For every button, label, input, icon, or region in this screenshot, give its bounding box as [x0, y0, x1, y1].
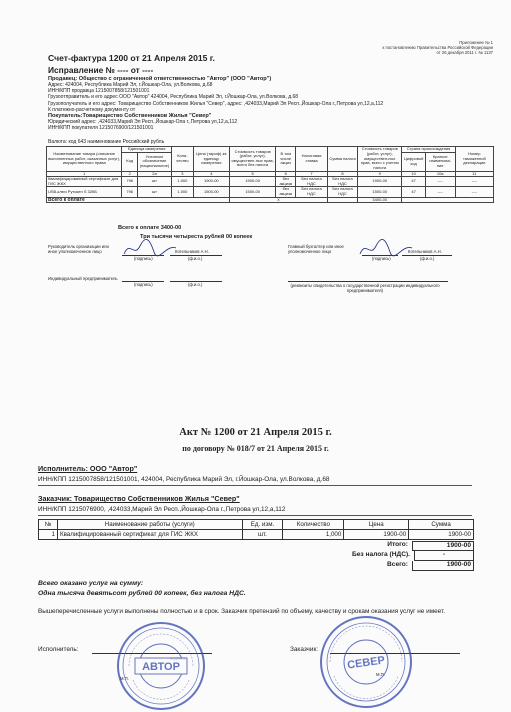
act-th-unit: Ед. изм.	[242, 520, 283, 530]
act-th-sum: Сумма	[409, 520, 474, 530]
th-unit-code: Код	[122, 152, 138, 171]
act-title: Акт № 1200 от 21 Апреля 2015 г.	[179, 427, 332, 438]
head-name: Котельников А.Н.	[175, 249, 209, 254]
th-name: Наименование товара (описание выполненных работ, оказанных услуг), имущественного права	[47, 147, 122, 172]
pay-words: Три тысячи четыреста рублей 00 копеек	[140, 234, 253, 240]
seller-address: Адрес: 424004, Республика Марий Эл, г.Йошкар-Ола, ул.Волкова, д.68	[48, 82, 213, 88]
entrepreneur-label: Индивидуальный предприниматель	[48, 276, 118, 281]
invoice-table	[46, 146, 494, 203]
customer-details: ИНН/КПП 1215076900, ,424033,Марий Эл Респ.,Йошкар-Ола г.,Петрова ул,12,а,112	[38, 506, 286, 513]
th-total: Стоимость товаров (работ, услуг), имуществен-ных прав, всего с учетом налога	[358, 147, 402, 172]
invoice-total-row: Всего к оплате X 3400-00	[47, 197, 494, 203]
act-table	[38, 519, 474, 540]
executor-details: ИНН/КПП 1215007858/121501001, 424004, Республика Марий Эл, г.Йошкар-Ола, ул.Волкова, д.68	[38, 476, 330, 483]
stamp-sever-text: СЕВЕР	[346, 654, 386, 672]
seller-line: Продавец: Общество с ограниченной ответственностью "Автор" (ООО "Автор")	[48, 76, 272, 82]
statement: Вышеперечисленные услуги выполнены полностью и в срок. Заказчик претензий по объему, качеству и срокам оказания услуг не имеет.	[38, 608, 445, 615]
stamp-avtor	[115, 620, 207, 712]
signature-accountant	[356, 236, 416, 260]
shipper: Грузоотправитель и его адрес ООО "Автор" 424004, Республика Марий Эл, г.Йошкар-Ола, ул.Волкова, д.68	[48, 94, 299, 101]
accountant-name: Котельников А.Н.	[408, 249, 442, 254]
currency-line: Валюта: код 643 наименование Российский рубль	[48, 139, 165, 145]
act-th-name: Наименование работы (услуги)	[57, 520, 242, 530]
total-row: Без налога (НДС). -	[300, 551, 474, 561]
th-qty: Коли-чество	[172, 147, 194, 172]
customer-label: Заказчик: Товарищество Собственников Жилья "Север"	[38, 494, 240, 503]
invoice-parties	[48, 76, 488, 131]
act-th-price: Цена	[344, 520, 409, 530]
buyer-address: Юридический адрес: ,424033,Марий Эл Респ.,Йошкар-Ола г.,Петрова ул,12,а,112	[48, 119, 238, 126]
act-contract: по договору № 018/7 от 21 Апреля 2015 г.	[182, 444, 329, 453]
column-numbers: 1 2 2а 3 4 5 6 7 8 9 10 10а 11	[47, 171, 494, 177]
th-country-name: Краткое наименова-ние	[425, 152, 455, 171]
th-unit: Единица измерения	[122, 147, 172, 153]
seller-inn: ИНН/КПП продавца 1215007858/121501001	[48, 88, 150, 95]
mp-left: М.П.	[120, 676, 129, 681]
stamp-sever	[318, 614, 414, 710]
appendix-note: Приложение № 1 к постановлению Правительства Российской Федерации от 26 декабря 2011 г. № 1137	[382, 40, 493, 56]
th-rate: Налоговая ставка	[296, 147, 328, 172]
table-row: 1 Квалифицированный сертификат для ГИС ЖКХ шт. 1,000 1900-00 1900-00	[39, 530, 474, 540]
stamp-avtor-text: АВТОР	[142, 661, 180, 673]
th-country-code: Цифровой код	[402, 152, 425, 171]
th-customs: Номер таможенной декларации	[455, 147, 493, 172]
invoice-title: Счет-фактура 1200 от 21 Апреля 2015 г.	[48, 53, 215, 63]
pay-total: Всего к оплате 3400-00	[118, 225, 182, 231]
th-taxsum: Сумма налога	[328, 147, 358, 172]
act-th-qty: Количество	[283, 520, 344, 530]
th-unit-name: Условное обозначение (национальное)	[137, 152, 171, 171]
payment-doc: К платежно-расчетному документу от	[48, 106, 136, 113]
executor-label: Исполнитель: ООО "Автор"	[38, 464, 138, 473]
th-cost: Стоимость товаров (работ, услуг), имуществен-ных прав, всего без налога	[229, 147, 276, 172]
th-price: Цена (тариф) за единицу измерения	[193, 147, 229, 172]
summary-line1: Всего оказано услуг на сумму:	[38, 580, 144, 587]
summary-line2: Одна тысяча девятьсот рублей 00 копеек, без налога НДС.	[38, 590, 246, 597]
act-th-n: №	[39, 520, 58, 530]
accountant-label: Главный бухгалтер или иное уполномоченное лицо	[288, 244, 344, 255]
mp-right: М.П.	[376, 672, 385, 677]
executor-sign-label: Исполнитель:	[38, 646, 79, 653]
total-row: Итого: 1900-00	[300, 541, 474, 551]
table-row: USB-ключ Рутокен S 32КБ 796 шт 1.000 1500-00 1500-00 без акциза Без налога НДС Без налога НДС 1500-00 47 ---- ----	[47, 187, 494, 197]
th-excise: В том числе акциз	[276, 147, 296, 172]
buyer-line: Покупатель:Товарищество Собственников Жилья "Север"	[48, 113, 212, 120]
total-row: Всего: 1900-00	[300, 561, 474, 571]
th-country: Страна происхождения	[402, 147, 455, 153]
registration-caption: (реквизиты свидетельства о государственной регистрации индивидуального предпринимателя)	[290, 283, 440, 294]
signature-head	[120, 236, 180, 260]
consignee: Грузополучатель и его адрес: Товарищество Собственников Жилья "Север", адрес: ,424033,Марий Эл Респ.,Йошкар-Ола г.,Петрова ул,12,а,112	[48, 100, 384, 107]
customer-sign-label: Заказчик:	[290, 646, 319, 653]
invoice-correction: Исправление № ---- от ----	[48, 65, 154, 75]
buyer-inn: ИНН/КПП покупателя 1215076900/121501001	[48, 125, 154, 132]
table-row: Квалифицированный сертификат для ГИС ЖКХ 796 шт 1.000 1900-00 1900-00 без акциза Без налога НДС Без налога НДС 1900-00 47 ---- ----	[47, 177, 494, 187]
head-label: Руководитель организации или иное уполномоченное лицо	[48, 244, 109, 255]
act-totals	[300, 541, 474, 571]
